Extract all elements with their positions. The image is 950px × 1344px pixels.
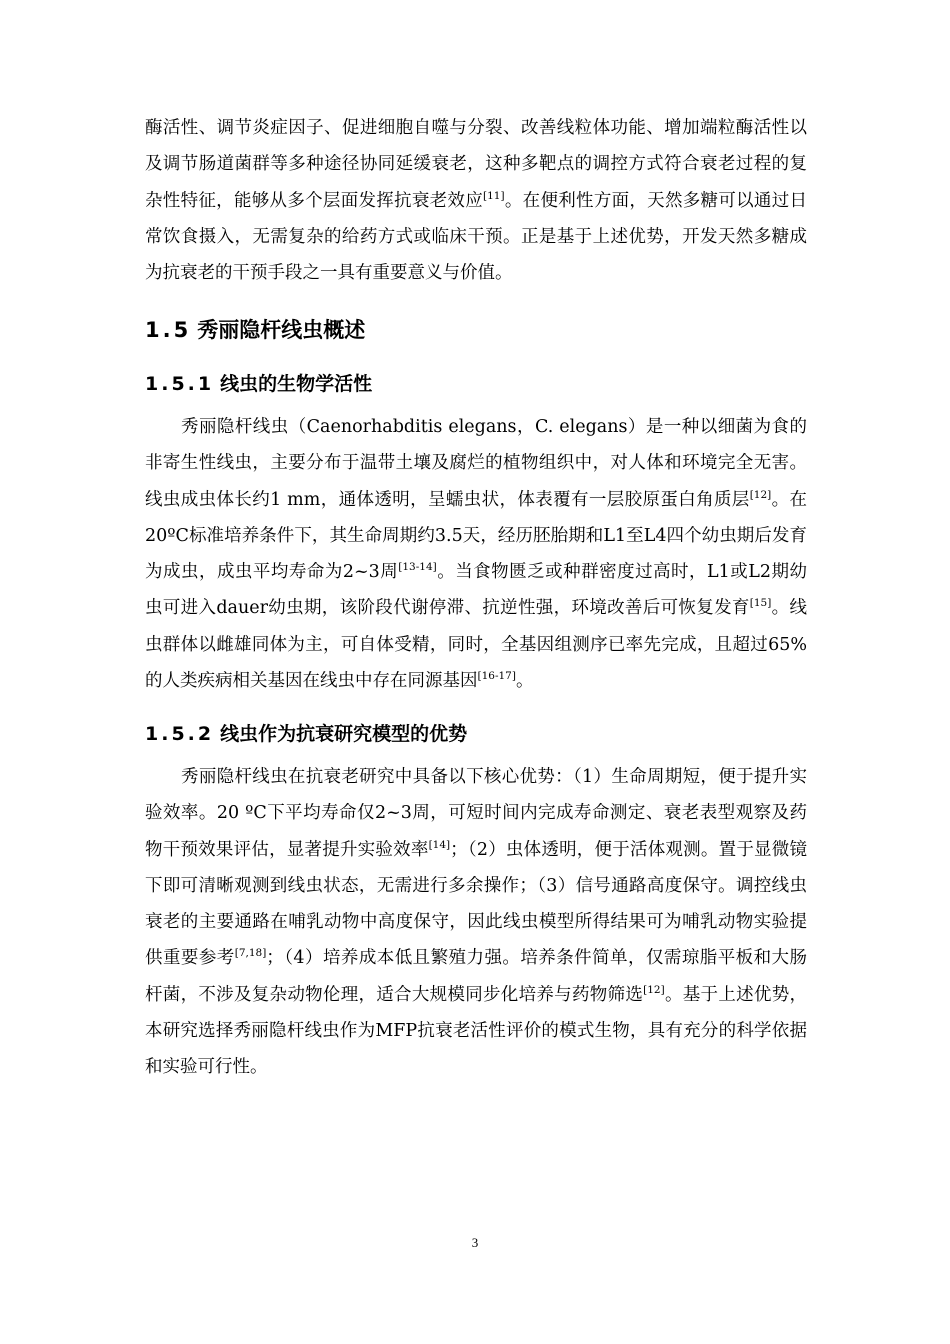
paragraph-text: 。在20ºC标准培养条件下，其生命周期约3.5天，经历胚胎期和L1至L4四个幼虫期后发育为成虫，成虫平均寿命为2~3周 [145, 489, 807, 583]
citation: [12] [643, 983, 665, 996]
paragraph-text: 酶活性、调节炎症因子、促进细胞自噬与分裂、改善线粒体功能、增加端粒酶活性以及调节肠道菌群等多种途径协同延缓衰老，这种多靶点的调控方式符合衰老过程的复杂性特征，能够从多个层面发挥抗衰老效应 [145, 118, 807, 211]
citation: [15] [749, 597, 772, 610]
section-number: 1.5 [145, 318, 192, 342]
citation: [11] [483, 189, 505, 202]
paragraph-antiaging-polysaccharide [145, 110, 807, 291]
section-number: 1.5.1 [145, 373, 215, 395]
section-title: 线虫作为抗衰研究模型的优势 [220, 723, 468, 745]
subsection-heading-1-5-1 [145, 369, 372, 396]
paragraph-text: 。基于上述优势，本研究选择秀丽隐杆线虫作为MFP抗衰老活性评价的模式生物，具有充分的科学依据和实验可行性。 [145, 984, 808, 1078]
paragraph-text: 。当食物匮乏或种群密度过高时，L1或L2期幼虫可进入dauer幼虫期，该阶段代谢停滞、抗逆性强，环境改善后可恢复发育 [145, 562, 807, 619]
citation: [14] [428, 838, 451, 851]
citation: [13-14] [398, 561, 437, 574]
section-number: 1.5.2 [145, 723, 215, 745]
page-number: 3 [471, 1235, 479, 1250]
citation: [7,18] [234, 947, 267, 960]
paragraph-celegans-biology [145, 409, 807, 699]
paragraph-text: 秀丽隐杆线虫在抗衰老研究中具备以下核心优势：（1）生命周期短，便于提升实验效率。20 ºC下平均寿命仅2~3周，可短时间内完成寿命测定、衰老表型观察及药物干预效果评估，显著提升实验效率 [145, 767, 807, 860]
citation: [16-17] [477, 670, 516, 683]
paragraph-text: ；（4）培养成本低且繁殖力强。培养条件简单，仅需琼脂平板和大肠杆菌，不涉及复杂动物伦理，适合大规模同步化培养与药物筛选 [145, 948, 807, 1005]
paragraph-text: 。 [515, 671, 534, 692]
section-title: 秀丽隐杆线虫概述 [197, 318, 366, 342]
section-title: 线虫的生物学活性 [220, 373, 373, 395]
paragraph-model-advantages [145, 759, 807, 1086]
section-heading-1-5 [145, 314, 365, 344]
citation: [12] [749, 488, 772, 501]
paragraph-text: 。线虫群体以雌雄同体为主，可自体受精，同时，全基因组测序已率先完成，且超过65%的人类疾病相关基因在线虫中存在同源基因 [145, 598, 807, 692]
paragraph-text: ；（2）虫体透明，便于活体观测。置于显微镜下即可清晰观测到线虫状态，无需进行多余操作；（3）信号通路高度保守。调控线虫衰老的主要通路在哺乳动物中高度保守，因此线虫模型所得结果可为哺乳动物实验提供重要参考 [145, 839, 807, 969]
paragraph-text: 秀丽隐杆线虫（Caenorhabditis elegans，C. elegans）是一种以细菌为食的非寄生性线虫，主要分布于温带土壤及腐烂的植物组织中，对人体和环境完全无害。线虫成虫体长约1 mm，通体透明，呈蠕虫状，体表覆有一层胶原蛋白角质层 [145, 417, 807, 510]
subsection-heading-1-5-2 [145, 719, 467, 746]
paragraph-text: 。在便利性方面，天然多糖可以通过日常饮食摄入，无需复杂的给药方式或临床干预。正是基于上述优势，开发天然多糖成为抗衰老的干预手段之一具有重要意义与价值。 [145, 190, 808, 284]
